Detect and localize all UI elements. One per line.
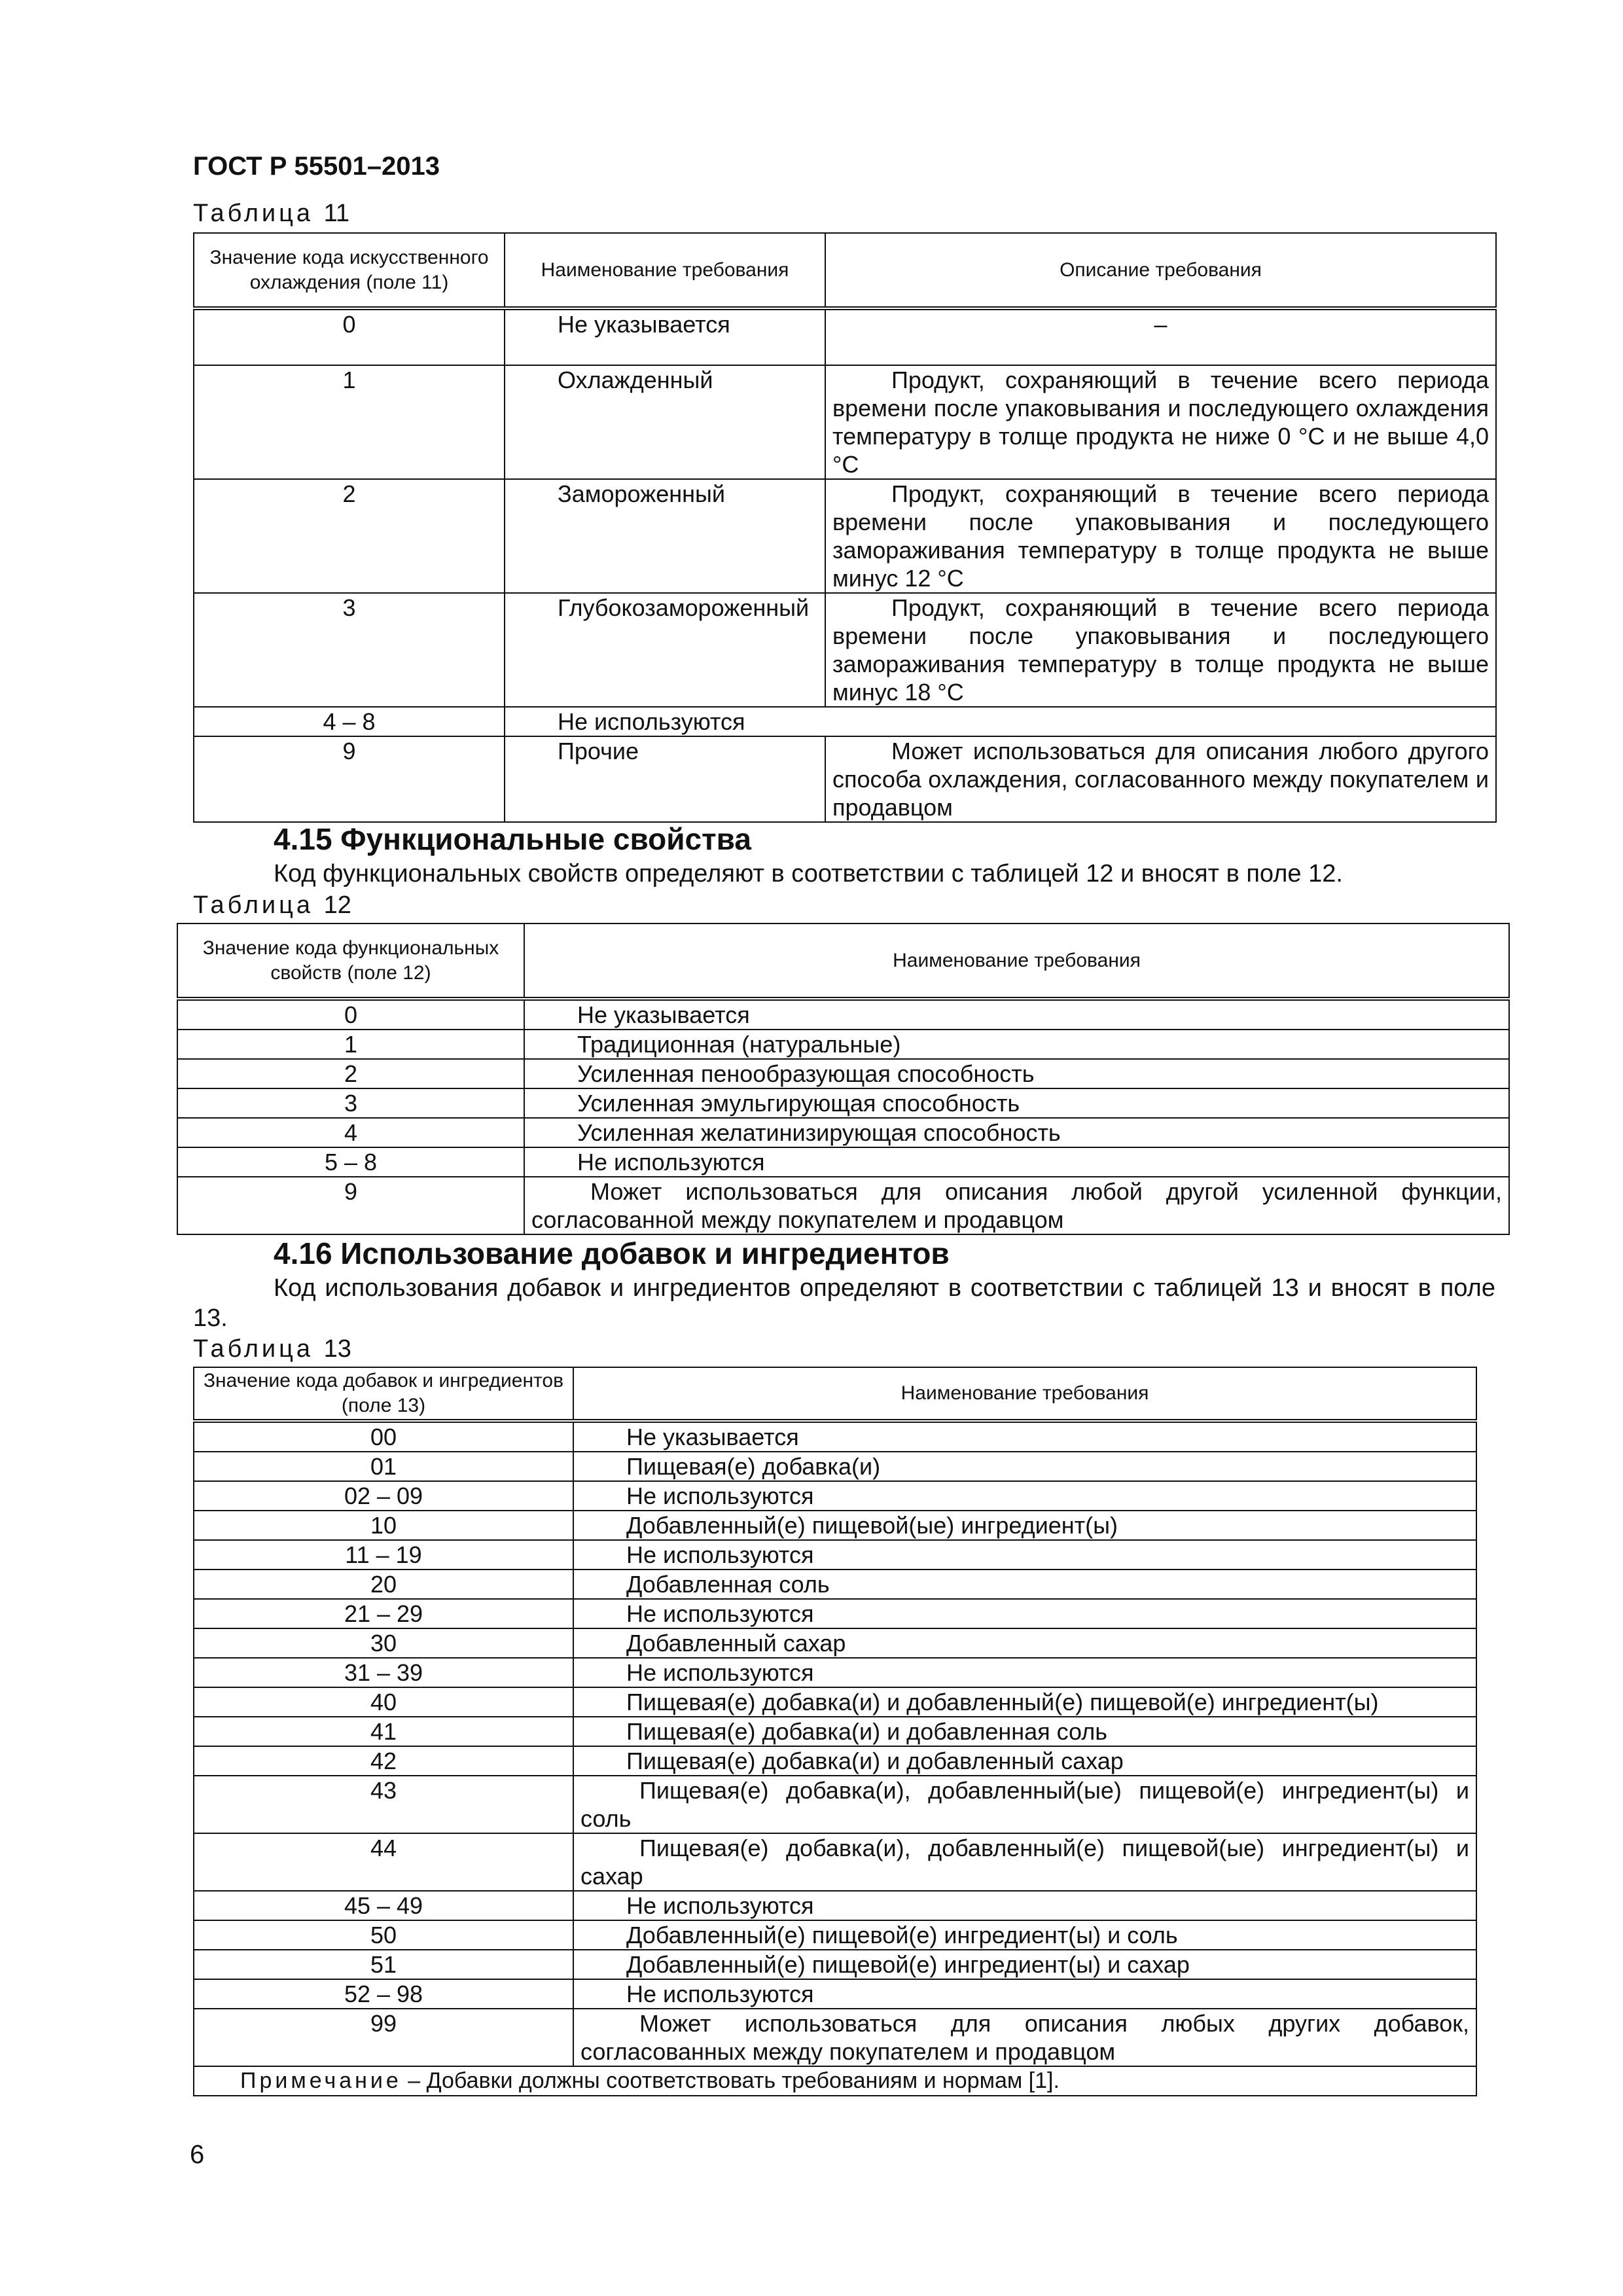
row-name: Не используются: [573, 1979, 1476, 2009]
row-name: Может использоваться для описания любых других добавок, согласованных между покупателем и продавцом: [573, 2009, 1476, 2066]
row-code: 44: [194, 1833, 573, 1891]
table-11-header-code: Значение кода искусственного охлаждения (поле 11): [194, 233, 505, 308]
table-13: [193, 1367, 1477, 2096]
row-name: Пищевая(е) добавка(и) и добавленный(е) пищевой(е) ингредиент(ы): [573, 1687, 1476, 1717]
row-code: 45 – 49: [194, 1891, 573, 1920]
row-code: 40: [194, 1687, 573, 1717]
table-row: [194, 479, 1496, 593]
row-code: 43: [194, 1776, 573, 1833]
row-code: 99: [194, 2009, 573, 2066]
caption-number: 13: [323, 1335, 351, 1363]
page-number: 6: [190, 2140, 205, 2169]
table-row: [194, 1687, 1476, 1717]
row-code: 00: [194, 1421, 573, 1452]
caption-word: Таблица: [193, 891, 313, 919]
row-name: Добавленный(е) пищевой(е) ингредиент(ы) и соль: [573, 1920, 1476, 1950]
row-name: Пищевая(е) добавка(и), добавленный(ые) пищевой(е) ингредиент(ы) и соль: [573, 1776, 1476, 1833]
table-row: [194, 1452, 1476, 1481]
row-code: 20: [194, 1570, 573, 1599]
row-name: Усиленная желатинизирующая способность: [524, 1118, 1509, 1147]
table-row: [194, 1481, 1476, 1511]
section-4-16-heading: 4.16 Использование добавок и ингредиентов: [274, 1236, 950, 1270]
row-name: Прочие: [505, 736, 825, 822]
section-4-15-heading: 4.15 Функциональные свойства: [274, 822, 751, 856]
table-row: [194, 1570, 1476, 1599]
row-code: 02 – 09: [194, 1481, 573, 1511]
table-row: [194, 1658, 1476, 1687]
note-label: Примечание: [240, 2068, 402, 2093]
table-row: [194, 1920, 1476, 1950]
table-row: [194, 1540, 1476, 1570]
table-row: [177, 1177, 1509, 1234]
table-row: [194, 1950, 1476, 1979]
table-13-header-name: Наименование требования: [573, 1367, 1476, 1421]
row-name: Пищевая(е) добавка(и) и добавленная соль: [573, 1717, 1476, 1746]
table-note-row: [194, 2066, 1476, 2096]
table-row: [194, 308, 1496, 365]
table-row: [177, 1030, 1509, 1059]
row-name: Не используются: [573, 1599, 1476, 1628]
row-name: Не указывается: [524, 999, 1509, 1030]
table-row: [194, 1599, 1476, 1628]
caption-word: Таблица: [193, 1335, 313, 1363]
table-row: [177, 1088, 1509, 1118]
row-description: –: [825, 308, 1496, 365]
row-code: 1: [194, 365, 505, 479]
row-code: 11 – 19: [194, 1540, 573, 1570]
row-name: Не используются: [573, 1658, 1476, 1687]
row-description: Продукт, сохраняющий в течение всего периода времени после упаковывания и последующего замораживания температуру в толще продукта не выше минус 18 °С: [825, 593, 1496, 707]
row-name: Не указывается: [573, 1421, 1476, 1452]
row-name: Не используются: [573, 1540, 1476, 1570]
row-description: Продукт, сохраняющий в течение всего периода времени после упаковывания и последующего замораживания температуру в толще продукта не выше минус 12 °С: [825, 479, 1496, 593]
row-name: Глубокозамороженный: [505, 593, 825, 707]
section-4-16-text: Код использования добавок и ингредиентов определяют в соответствии с таблицей 13 и вносят в поле 13.: [193, 1274, 1495, 1332]
table-13-caption: [193, 1335, 351, 1363]
row-name: Может использоваться для описания любой другой усиленной функции, согласованной между покупателем и продавцом: [524, 1177, 1509, 1234]
row-code: 1: [177, 1030, 524, 1059]
table-row: [194, 736, 1496, 822]
row-name: Пищевая(е) добавка(и) и добавленный сахар: [573, 1746, 1476, 1776]
row-code: 42: [194, 1746, 573, 1776]
row-name: Усиленная пенообразующая способность: [524, 1059, 1509, 1088]
row-code: 3: [177, 1088, 524, 1118]
row-code: 9: [177, 1177, 524, 1234]
table-row: [177, 1059, 1509, 1088]
row-name: Не используются: [573, 1891, 1476, 1920]
row-code: 01: [194, 1452, 573, 1481]
table-row: [194, 1421, 1476, 1452]
table-11: [193, 232, 1497, 823]
row-name: Охлажденный: [505, 365, 825, 479]
row-name: Пищевая(е) добавка(и): [573, 1452, 1476, 1481]
row-code: 41: [194, 1717, 573, 1746]
row-code: 21 – 29: [194, 1599, 573, 1628]
table-row: [194, 1717, 1476, 1746]
row-code: 0: [177, 999, 524, 1030]
table-12-header-name: Наименование требования: [524, 924, 1509, 999]
row-name: Не указывается: [505, 308, 825, 365]
table-row: [194, 1511, 1476, 1540]
row-code: 30: [194, 1628, 573, 1658]
note-text: – Добавки должны соответствовать требованиям и нормам [1].: [401, 2068, 1060, 2093]
row-description: Может использоваться для описания любого другого способа охлаждения, согласованного между покупателем и продавцом: [825, 736, 1496, 822]
table-11-header-description: Описание требования: [825, 233, 1496, 308]
section-4-15-text: Код функциональных свойств определяют в соответствии с таблицей 12 и вносят в поле 12.: [274, 860, 1343, 888]
document-code: ГОСТ Р 55501–2013: [193, 152, 440, 181]
row-name: Не используются: [573, 1481, 1476, 1511]
row-name: Не используются: [505, 707, 1496, 736]
table-12: [177, 923, 1510, 1235]
table-row: [177, 999, 1509, 1030]
table-row: [194, 1746, 1476, 1776]
table-11-header-name: Наименование требования: [505, 233, 825, 308]
table-row: [194, 1833, 1476, 1891]
row-description: Продукт, сохраняющий в течение всего периода времени после упаковывания и последующего охлаждения температуру в толще продукта не ниже 0 °С и не выше 4,0 °С: [825, 365, 1496, 479]
table-row: [194, 365, 1496, 479]
caption-number: 11: [323, 200, 350, 227]
row-name: Добавленный сахар: [573, 1628, 1476, 1658]
table-13-header-code: Значение кода добавок и ингредиентов (поле 13): [194, 1367, 573, 1421]
row-name: Добавленная соль: [573, 1570, 1476, 1599]
row-name: Усиленная эмульгирующая способность: [524, 1088, 1509, 1118]
table-11-caption: [193, 200, 349, 228]
row-code: 4 – 8: [194, 707, 505, 736]
row-code: 9: [194, 736, 505, 822]
table-12-header-code: Значение кода функциональных свойств (поле 12): [177, 924, 524, 999]
row-name: Пищевая(е) добавка(и), добавленный(е) пищевой(ые) ингредиент(ы) и сахар: [573, 1833, 1476, 1891]
row-code: 4: [177, 1118, 524, 1147]
row-name: Не используются: [524, 1147, 1509, 1177]
row-name: Замороженный: [505, 479, 825, 593]
caption-number: 12: [323, 891, 351, 919]
row-code: 52 – 98: [194, 1979, 573, 2009]
table-row: [194, 1979, 1476, 2009]
row-code: 5 – 8: [177, 1147, 524, 1177]
table-row: [177, 1147, 1509, 1177]
table-row: [194, 1891, 1476, 1920]
caption-word: Таблица: [193, 200, 313, 227]
row-name: Традиционная (натуральные): [524, 1030, 1509, 1059]
row-code: 31 – 39: [194, 1658, 573, 1687]
row-code: 2: [177, 1059, 524, 1088]
row-code: 51: [194, 1950, 573, 1979]
table-row: [194, 593, 1496, 707]
table-row: [194, 2009, 1476, 2066]
row-code: 10: [194, 1511, 573, 1540]
table-note: [194, 2066, 1476, 2096]
row-code: 3: [194, 593, 505, 707]
row-name: Добавленный(е) пищевой(е) ингредиент(ы) и сахар: [573, 1950, 1476, 1979]
table-row: [194, 1776, 1476, 1833]
row-code: 0: [194, 308, 505, 365]
table-row: [194, 1628, 1476, 1658]
row-name: Добавленный(е) пищевой(ые) ингредиент(ы): [573, 1511, 1476, 1540]
table-row: [177, 1118, 1509, 1147]
row-code: 2: [194, 479, 505, 593]
row-code: 50: [194, 1920, 573, 1950]
table-12-caption: [193, 891, 351, 920]
table-row: [194, 707, 1496, 736]
